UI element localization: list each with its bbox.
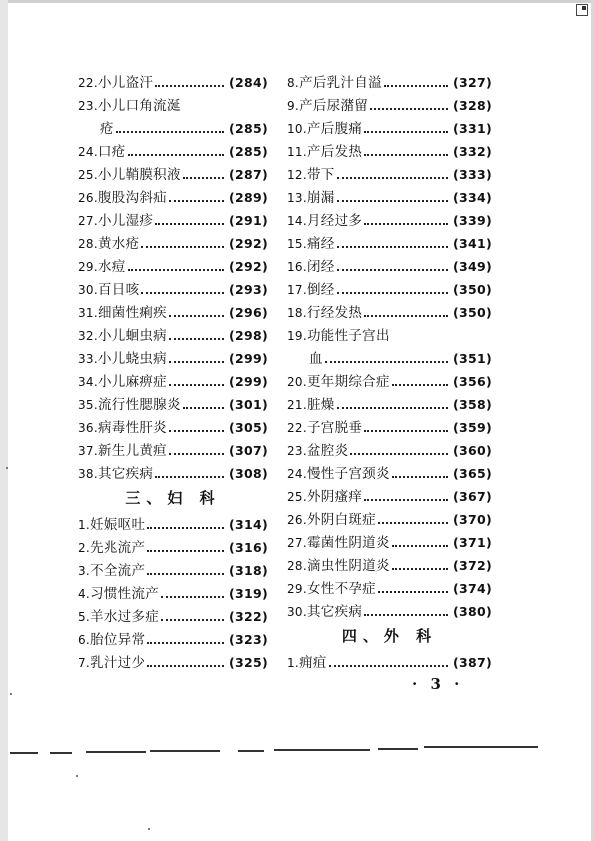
entry-number: 35. — [78, 398, 98, 412]
entry-page-number: (387) — [452, 655, 492, 670]
entry-title: 痛经 — [306, 236, 335, 252]
entry-title: 崩漏 — [306, 190, 335, 206]
toc-entry[interactable] — [78, 513, 268, 536]
entry-number: 29. — [287, 582, 307, 596]
entry-number: 28. — [287, 559, 307, 573]
entry-page-number: (285) — [228, 121, 268, 136]
entry-number: 26. — [287, 513, 307, 527]
entry-page-number: (299) — [228, 351, 268, 366]
scan-speck — [148, 828, 150, 830]
entry-title: 带下 — [306, 167, 335, 183]
dot-leader — [169, 315, 224, 317]
entry-title: 产后腹痛 — [306, 121, 363, 137]
entry-page-number: (319) — [228, 586, 268, 601]
entry-page-number: (298) — [228, 328, 268, 343]
entry-number: 24. — [287, 467, 307, 481]
toc-entry[interactable] — [78, 651, 268, 674]
entry-title: 小儿口角流涎 — [97, 98, 181, 114]
toc-entry[interactable] — [287, 186, 492, 209]
dot-leader — [128, 154, 224, 156]
entry-title: 习惯性流产 — [90, 586, 160, 602]
toc-entry[interactable] — [78, 186, 268, 209]
toc-entry[interactable] — [287, 531, 492, 554]
dot-leader — [183, 407, 224, 409]
entry-title: 小儿湿疹 — [97, 213, 154, 229]
entry-page-number: (332) — [452, 144, 492, 159]
scan-rule-line — [274, 749, 370, 751]
toc-entry[interactable] — [287, 163, 492, 186]
entry-number: 11. — [287, 145, 307, 159]
entry-number: 22. — [287, 421, 307, 435]
toc-entry[interactable] — [287, 255, 492, 278]
entry-title: 其它疾病 — [97, 466, 154, 482]
entry-title: 黄水疮 — [97, 236, 140, 252]
entry-number: 34. — [78, 375, 98, 389]
entry-number: 37. — [78, 444, 98, 458]
dot-leader — [147, 550, 224, 552]
entry-title: 血 — [309, 351, 323, 367]
dot-leader — [329, 665, 448, 667]
scan-speck — [10, 693, 12, 695]
dot-leader — [337, 177, 448, 179]
toc-entry[interactable] — [287, 232, 492, 255]
toc-entry[interactable] — [78, 255, 268, 278]
toc-entry[interactable] — [287, 508, 492, 531]
entry-page-number: (370) — [452, 512, 492, 527]
scan-rule-line — [50, 752, 72, 754]
scan-rule-line — [238, 750, 264, 752]
dot-leader — [147, 642, 224, 644]
toc-entry[interactable] — [78, 71, 268, 94]
toc-entry[interactable] — [287, 485, 492, 508]
entry-title: 妊娠呕吐 — [90, 517, 146, 533]
section-heading: 三、妇 科 — [125, 489, 221, 507]
entry-title: 胎位异常 — [90, 632, 146, 648]
entry-title: 水痘 — [97, 259, 126, 275]
entry-number: 38. — [78, 467, 98, 481]
entry-page-number: (293) — [228, 282, 268, 297]
entry-page-number: (358) — [452, 397, 492, 412]
entry-title: 闭经 — [306, 259, 335, 275]
toc-left-column — [78, 71, 268, 674]
entry-title: 羊水过多症 — [90, 609, 160, 625]
scan-rule-line — [86, 751, 146, 753]
entry-title: 产后尿潴留 — [299, 98, 369, 114]
dot-leader — [364, 614, 448, 616]
toc-entry[interactable] — [287, 554, 492, 577]
entry-number: 9. — [287, 99, 300, 113]
toc-entry[interactable] — [78, 439, 268, 462]
toc-entry[interactable] — [78, 301, 268, 324]
entry-title: 外阴瘙痒 — [306, 489, 363, 505]
entry-number: 24. — [78, 145, 98, 159]
toc-entry[interactable] — [287, 416, 492, 439]
entry-title: 腹股沟斜疝 — [97, 190, 167, 206]
entry-page-number: (360) — [452, 443, 492, 458]
dot-leader — [169, 384, 224, 386]
toc-entry[interactable] — [287, 370, 492, 393]
entry-number: 8. — [287, 76, 300, 90]
entry-title: 更年期综合症 — [306, 374, 390, 390]
entry-title: 口疮 — [97, 144, 126, 160]
entry-number: 19. — [287, 329, 307, 343]
page-number: · 3 · — [412, 675, 464, 693]
entry-page-number: (296) — [228, 305, 268, 320]
toc-entry[interactable] — [287, 140, 492, 163]
toc-entry[interactable] — [287, 462, 492, 485]
entry-page-number: (301) — [228, 397, 268, 412]
toc-entry[interactable] — [78, 209, 268, 232]
entry-number: 27. — [287, 536, 307, 550]
dot-leader — [364, 315, 448, 317]
entry-page-number: (327) — [452, 75, 492, 90]
entry-page-number: (341) — [452, 236, 492, 251]
entry-page-number: (307) — [228, 443, 268, 458]
entry-page-number: (314) — [228, 517, 268, 532]
entry-number: 7. — [78, 656, 91, 670]
toc-entry[interactable] — [287, 71, 492, 94]
entry-title: 百日咳 — [97, 282, 140, 298]
entry-title: 病毒性肝炎 — [97, 420, 167, 436]
entry-page-number: (349) — [452, 259, 492, 274]
scan-speck — [6, 467, 8, 469]
dot-leader — [161, 596, 224, 598]
entry-number: 1. — [78, 518, 91, 532]
toc-entry[interactable] — [78, 416, 268, 439]
dot-leader — [392, 476, 448, 478]
toc-entry-continuation[interactable] — [287, 347, 492, 370]
entry-number: 18. — [287, 306, 307, 320]
entry-title: 倒经 — [306, 282, 335, 298]
scan-speck — [76, 775, 78, 777]
entry-number: 3. — [78, 564, 91, 578]
entry-number: 25. — [287, 490, 307, 504]
toc-entry[interactable] — [78, 462, 268, 485]
toc-entry[interactable] — [78, 536, 268, 559]
entry-number: 33. — [78, 352, 98, 366]
entry-number: 20. — [287, 375, 307, 389]
dot-leader — [337, 246, 448, 248]
entry-title: 小儿蛲虫病 — [97, 351, 167, 367]
entry-page-number: (308) — [228, 466, 268, 481]
toc-entry[interactable] — [287, 278, 492, 301]
entry-title: 滴虫性阴道炎 — [306, 558, 390, 574]
entry-page-number: (371) — [452, 535, 492, 550]
dot-leader — [169, 361, 224, 363]
entry-page-number: (322) — [228, 609, 268, 624]
entry-page-number: (367) — [452, 489, 492, 504]
dot-leader — [169, 430, 224, 432]
dot-leader — [337, 269, 448, 271]
entry-title: 产后发热 — [306, 144, 363, 160]
dot-leader — [169, 200, 224, 202]
entry-page-number: (351) — [452, 351, 492, 366]
entry-number: 5. — [78, 610, 91, 624]
entry-number: 28. — [78, 237, 98, 251]
dot-leader — [364, 430, 448, 432]
entry-page-number: (325) — [228, 655, 268, 670]
dot-leader — [384, 85, 448, 87]
toc-entry[interactable] — [78, 140, 268, 163]
entry-number: 23. — [78, 99, 98, 113]
entry-number: 29. — [78, 260, 98, 274]
toc-entry[interactable] — [287, 393, 492, 416]
entry-title: 行经发热 — [306, 305, 363, 321]
entry-number: 12. — [287, 168, 307, 182]
entry-page-number: (334) — [452, 190, 492, 205]
entry-page-number: (356) — [452, 374, 492, 389]
entry-title: 产后乳汁自溢 — [299, 75, 382, 91]
entry-page-number: (287) — [228, 167, 268, 182]
entry-number: 6. — [78, 633, 91, 647]
entry-number: 15. — [287, 237, 307, 251]
entry-title: 新生儿黄疸 — [97, 443, 167, 459]
toc-entry[interactable] — [78, 278, 268, 301]
entry-page-number: (291) — [228, 213, 268, 228]
entry-title: 先兆流产 — [90, 540, 146, 556]
dot-leader — [364, 154, 448, 156]
entry-title: 外阴白斑症 — [306, 512, 376, 528]
dot-leader — [183, 177, 224, 179]
entry-number: 10. — [287, 122, 307, 136]
entry-number: 31. — [78, 306, 98, 320]
maximize-icon[interactable] — [576, 4, 588, 16]
toc-entry[interactable] — [78, 393, 268, 416]
dot-leader — [161, 619, 224, 621]
section-heading: 四、外 科 — [341, 627, 438, 645]
dot-leader — [392, 545, 448, 547]
entry-number: 30. — [287, 605, 307, 619]
entry-number: 2. — [78, 541, 91, 555]
dot-leader — [364, 131, 448, 133]
entry-page-number: (292) — [228, 259, 268, 274]
entry-number: 27. — [78, 214, 98, 228]
dot-leader — [364, 223, 448, 225]
entry-page-number: (350) — [452, 282, 492, 297]
entry-title: 脏燥 — [306, 397, 335, 413]
dot-leader — [116, 131, 224, 133]
entry-title: 功能性子宫出 — [306, 328, 390, 344]
entry-number: 21. — [287, 398, 307, 412]
toc-entry[interactable] — [78, 94, 268, 117]
toc-entry[interactable] — [78, 324, 268, 347]
entry-number: 23. — [287, 444, 307, 458]
scan-rule-line — [378, 748, 418, 750]
toc-entry[interactable] — [287, 94, 492, 117]
dot-leader — [370, 108, 448, 110]
entry-title: 不全流产 — [90, 563, 146, 579]
entry-number: 14. — [287, 214, 307, 228]
entry-title: 其它疾病 — [306, 604, 363, 620]
toc-entry[interactable] — [78, 163, 268, 186]
entry-page-number: (380) — [452, 604, 492, 619]
toc-entry[interactable] — [287, 301, 492, 324]
toc-entry[interactable] — [287, 577, 492, 600]
entry-title: 女性不孕症 — [306, 581, 376, 597]
dot-leader — [155, 85, 224, 87]
entry-title: 霉菌性阴道炎 — [306, 535, 390, 551]
dot-leader — [147, 665, 224, 667]
toc-entry[interactable] — [287, 651, 492, 674]
entry-number: 13. — [287, 191, 307, 205]
dot-leader — [169, 453, 224, 455]
toc-entry[interactable] — [78, 370, 268, 393]
entry-title: 盆腔炎 — [306, 443, 349, 459]
entry-number: 17. — [287, 283, 307, 297]
entry-page-number: (359) — [452, 420, 492, 435]
toc-entry[interactable] — [287, 324, 492, 347]
entry-title: 疮 — [100, 121, 114, 137]
entry-number: 30. — [78, 283, 98, 297]
dot-leader — [155, 223, 224, 225]
dot-leader — [155, 476, 224, 478]
entry-page-number: (305) — [228, 420, 268, 435]
entry-title: 小儿鞘膜积液 — [97, 167, 181, 183]
dot-leader — [337, 200, 448, 202]
toc-entry[interactable] — [287, 117, 492, 140]
entry-page-number: (331) — [452, 121, 492, 136]
dot-leader — [141, 292, 224, 294]
toc-right-column — [287, 71, 492, 674]
entry-title: 乳汁过少 — [90, 655, 146, 671]
dot-leader — [141, 246, 224, 248]
entry-title: 细菌性痢疾 — [97, 305, 167, 321]
entry-title: 小儿麻痹症 — [97, 374, 167, 390]
toc-entry[interactable] — [78, 347, 268, 370]
dot-leader — [147, 527, 224, 529]
entry-title: 月经过多 — [306, 213, 363, 229]
dot-leader — [378, 522, 448, 524]
toc-entry[interactable] — [78, 582, 268, 605]
entry-page-number: (292) — [228, 236, 268, 251]
entry-number: 36. — [78, 421, 98, 435]
entry-page-number: (365) — [452, 466, 492, 481]
entry-number: 1. — [287, 656, 300, 670]
scan-top-edge — [0, 0, 594, 3]
toc-entry[interactable] — [78, 628, 268, 651]
entry-number: 26. — [78, 191, 98, 205]
entry-number: 25. — [78, 168, 98, 182]
dot-leader — [392, 568, 448, 570]
scan-left-edge — [0, 0, 8, 841]
scan-rule-line — [150, 750, 220, 752]
entry-title: 子宫脱垂 — [306, 420, 363, 436]
toc-entry[interactable] — [78, 605, 268, 628]
entry-page-number: (299) — [228, 374, 268, 389]
entry-title: 痈疽 — [299, 655, 327, 671]
entry-page-number: (318) — [228, 563, 268, 578]
dot-leader — [128, 269, 224, 271]
entry-page-number: (284) — [228, 75, 268, 90]
entry-number: 4. — [78, 587, 91, 601]
entry-page-number: (333) — [452, 167, 492, 182]
entry-page-number: (323) — [228, 632, 268, 647]
entry-page-number: (350) — [452, 305, 492, 320]
toc-entry[interactable] — [287, 439, 492, 462]
entry-number: 16. — [287, 260, 307, 274]
toc-entry[interactable] — [78, 559, 268, 582]
entry-page-number: (372) — [452, 558, 492, 573]
scan-rule-line — [424, 746, 538, 748]
entry-page-number: (285) — [228, 144, 268, 159]
entry-page-number: (289) — [228, 190, 268, 205]
toc-entry[interactable] — [287, 209, 492, 232]
scan-rule-line — [10, 752, 38, 754]
dot-leader — [364, 499, 448, 501]
entry-number: 22. — [78, 76, 98, 90]
dot-leader — [337, 407, 448, 409]
entry-title: 流行性腮腺炎 — [97, 397, 181, 413]
entry-title: 小儿盗汗 — [97, 75, 154, 91]
dot-leader — [169, 338, 224, 340]
entry-title: 小儿蛔虫病 — [97, 328, 167, 344]
toc-entry[interactable] — [287, 600, 492, 623]
dot-leader — [325, 361, 448, 363]
dot-leader — [337, 292, 448, 294]
dot-leader — [147, 573, 224, 575]
dot-leader — [378, 591, 448, 593]
dot-leader — [350, 453, 448, 455]
dot-leader — [392, 384, 448, 386]
entry-page-number: (339) — [452, 213, 492, 228]
toc-entry-continuation[interactable] — [78, 117, 268, 140]
entry-number: 32. — [78, 329, 98, 343]
entry-page-number: (316) — [228, 540, 268, 555]
entry-page-number: (328) — [452, 98, 492, 113]
entry-page-number: (374) — [452, 581, 492, 596]
entry-title: 慢性子宫颈炎 — [306, 466, 390, 482]
toc-entry[interactable] — [78, 232, 268, 255]
